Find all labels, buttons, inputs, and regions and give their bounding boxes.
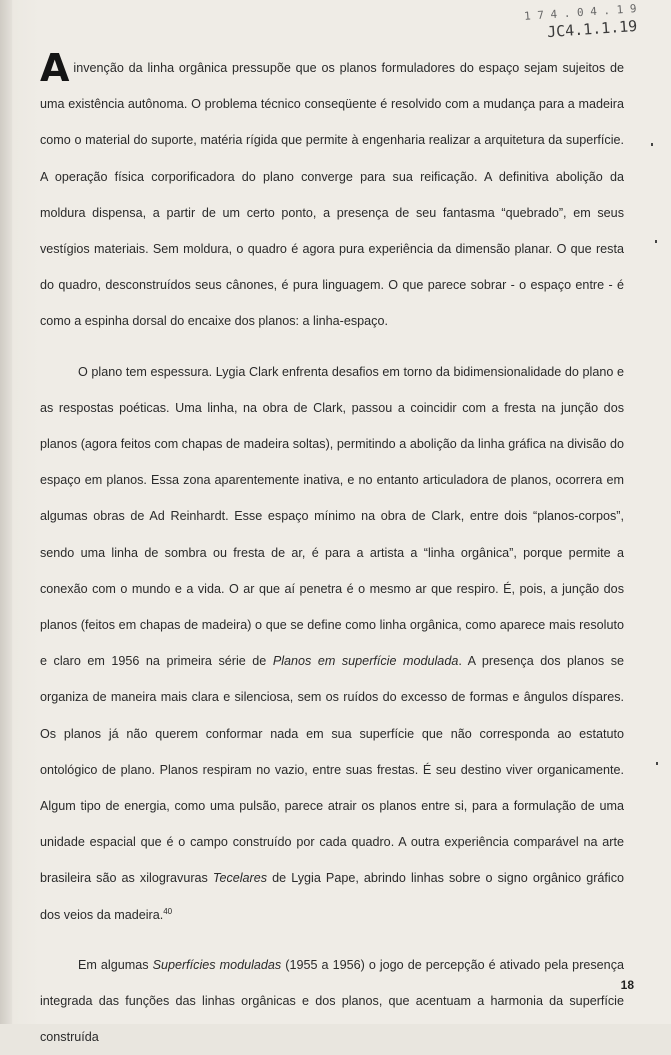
paragraph-3 (40, 947, 624, 1055)
footnote-reference[interactable]: 40 (163, 906, 173, 916)
scan-speck (651, 143, 653, 146)
paragraph-2-work-title: Planos em superfície modulada (272, 654, 459, 669)
paragraph-2-work-title-2: Tecelares (212, 871, 268, 886)
paragraph-3-text-b: (1955 a 1956) o jogo de percepção é ativado pela presença integrada das funções das linhas orgânicas e dos planos, que acentuam a harmonia da superfície construída (40, 957, 624, 1045)
paragraph-2 (40, 354, 624, 933)
handwritten-annotation-main: JC4.1.1.19 (546, 16, 638, 42)
handwritten-annotation-small: 1 7 4 . 0 4 . 1 9 (524, 2, 638, 23)
paragraph-2-text-c: de Lygia Pape, abrindo linhas sobre o signo orgânico gráfico dos veios da madeira. (40, 871, 625, 922)
page-spine-shadow (0, 0, 12, 1024)
page-number: 18 (620, 978, 634, 992)
paragraph-1-text: invenção da linha orgânica pressupõe que os planos formuladores do espaço sejam sujeitos de uma existência autônoma. O problema técnico conseqüente é resolvido com a mudança para a madeira como o material do suporte, matéria rígida que permite à engenharia realizar a arquitetura da superfície. A operação física corporificadora do plano converge para sua reificação. A definitiva abolição da moldura dispensa, a partir de um certo ponto, a presença de seu fantasma “quebrado”, em seus vestígios materiais. Sem moldura, o quadro é agora pura experiência da dimensão planar. O que resta do quadro, desconstruídos seus cânones, é pura linguagem. O que parece sobrar - o espaço entre - é como a espinha dorsal do encaixe dos planos: a linha-espaço. (40, 61, 624, 329)
paragraph-1 (40, 46, 624, 340)
paragraph-2-text-b: . A presença dos planos se organiza de maneira mais clara e silenciosa, sem os ruídos do excesso de formas e ângulos díspares. Os planos já não querem conformar nada em sua superfície que não corresponda ao estatuto ontológico de plano. Planos respiram no vazio, entre suas frestas. É seu destino viver organicamente. Algum tipo de energia, como uma pulsão, parece atrair os planos entre si, para a formulação de uma unidade espacial que é o campo construído por cada quadro. A outra experiência comparável na arte brasileira são as xilogravuras (40, 654, 624, 886)
paragraph-3-work-title: Superfícies moduladas (152, 957, 282, 972)
scan-speck (656, 762, 658, 765)
drop-cap: A (40, 46, 70, 90)
scan-speck (655, 240, 657, 243)
paragraph-3-text-a: Em algumas (78, 957, 153, 972)
paragraph-2-text-a: O plano tem espessura. Lygia Clark enfrenta desafios em torno da bidimensionalidade do plano e as respostas poéticas. Uma linha, na obra de Clark, passou a coincidir com a fresta na junção dos planos (agora feitos com chapas de madeira soltas), permitindo a abolição da linha gráfica na divisão do espaço em planos. Essa zona aparentemente inativa, e no entanto articuladora de planos, ocorrera em algumas obras de Ad Reinhardt. Esse espaço mínimo na obra de Clark, entre dois “planos-corpos”, sendo uma linha de sombra ou fresta de ar, é para a artista a “linha orgânica”, porque permite a conexão com o mundo e a vida. O ar que aí penetra é o mesmo ar que respiro. É, pois, a junção dos planos (feitos em chapas de madeira) o que se define como linha orgânica, como aparece mais resoluto e claro em 1956 na primeira série de (40, 364, 624, 669)
body-text (40, 46, 625, 1055)
